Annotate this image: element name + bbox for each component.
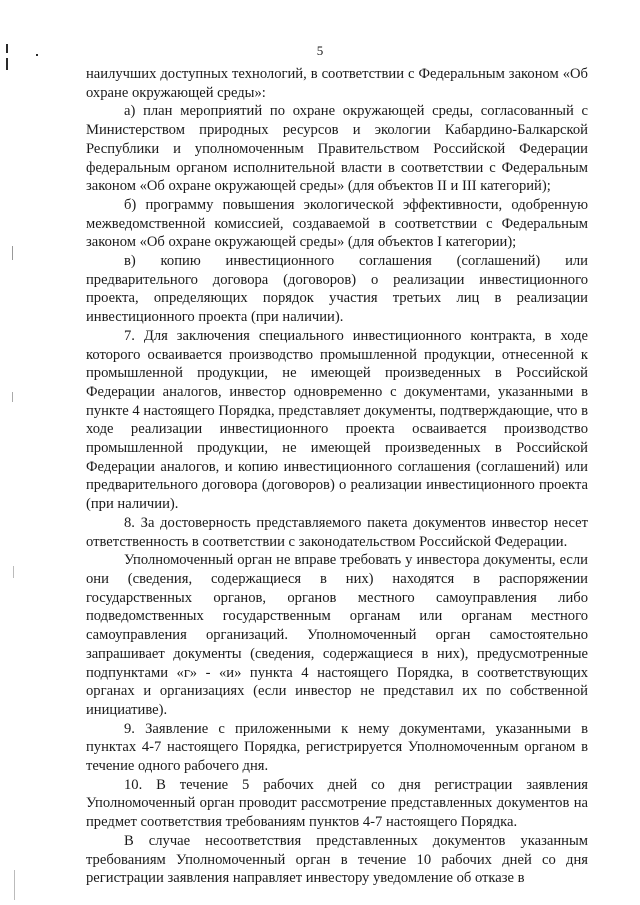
paragraph-authority-requests: Уполномоченный орган не вправе требовать у инвестора документы, если они (сведения, содержащиеся в них) находятся в распоряжении государственных органов, органов местного самоуправления либо подведомственных государственным органам или органам местного самоуправления организаций. Уполномоченный орган самостоятельно запрашивает документы (сведения, содержащиеся в них), предусмотренные подпунктами «г» - «и» пункта 4 настоящего Порядка, в соответствующих органах и организациях (если инвестор не представил их по собственной инициативе).	[86, 552, 588, 718]
paragraph-clause-9: 9. Заявление с приложенными к нему документами, указанными в пунктах 4-7 настоящего Порядка, регистрируется Уполномоченным органом в течение одного рабочего дня.	[86, 720, 588, 775]
paragraph-continuation: наилучших доступных технологий, в соответствии с Федеральным законом «Об охране окружающей среды»:	[86, 66, 588, 101]
paragraph-item-b: б) программу повышения экологической эффективности, одобренную межведомственной комиссией, создаваемой в соответствии с Федеральным законом «Об охране окружающей среды» (для объектов I категории);	[86, 196, 588, 251]
scan-artifact-mark	[12, 246, 13, 260]
paragraph-clause-7: 7. Для заключения специального инвестиционного контракта, в ходе которого осваивается производство промышленной продукции, отнесенной к промышленной продукции, не имеющей произведенных в Российской Федерации аналогов, инвестор одновременно с документами, указанными в пункте 4 настоящего Порядка, представляет документы, подтверждающие, что в ходе реализации инвестиционного проекта осваивается производство промышленной продукции, не имеющей произведенных в Российской Федерации аналогов, и копию инвестиционного соглашения (соглашений) или предварительного договора (договоров) о реализации инвестиционного проекта (при наличии).	[86, 327, 588, 513]
paragraph-item-a: а) план мероприятий по охране окружающей среды, согласованный с Министерством природных ресурсов и экологии Кабардино-Балкарской Республики и уполномоченным Правительством Российской Федерации федеральным органом исполнительной власти в соответствии с Федеральным законом «Об охране окружающей среды» (для объектов II и III категорий);	[86, 103, 588, 195]
paragraph-clause-10: 10. В течение 5 рабочих дней со дня регистрации заявления Уполномоченный орган проводит рассмотрение представленных документов на предмет соответствия требованиям пунктов 4-7 настоящего Порядка.	[86, 776, 588, 831]
scan-artifact-mark	[13, 566, 14, 578]
paragraph-item-v: в) копию инвестиционного соглашения (соглашений) или предварительного договора (договоров) о реализации инвестиционного проекта, определяющих порядок участия третьих лиц в реализации инвестиционного проекта (при наличии).	[86, 253, 588, 326]
scan-artifact-mark	[14, 870, 15, 900]
document-body	[86, 65, 588, 888]
scan-artifact-mark	[12, 392, 13, 402]
paragraph-clause-8: 8. За достоверность представляемого пакета документов инвестор несет ответственность в соответствии с законодательством Российской Федерации.	[86, 514, 588, 550]
scan-artifact-mark	[6, 58, 8, 70]
paragraph-nonconformity: В случае несоответствия представленных документов указанным требованиям Уполномоченный орган в течение 10 рабочих дней со дня регистрации заявления направляет инвестору уведомление об отказе в	[86, 832, 588, 887]
page-number: 5	[316, 43, 324, 58]
